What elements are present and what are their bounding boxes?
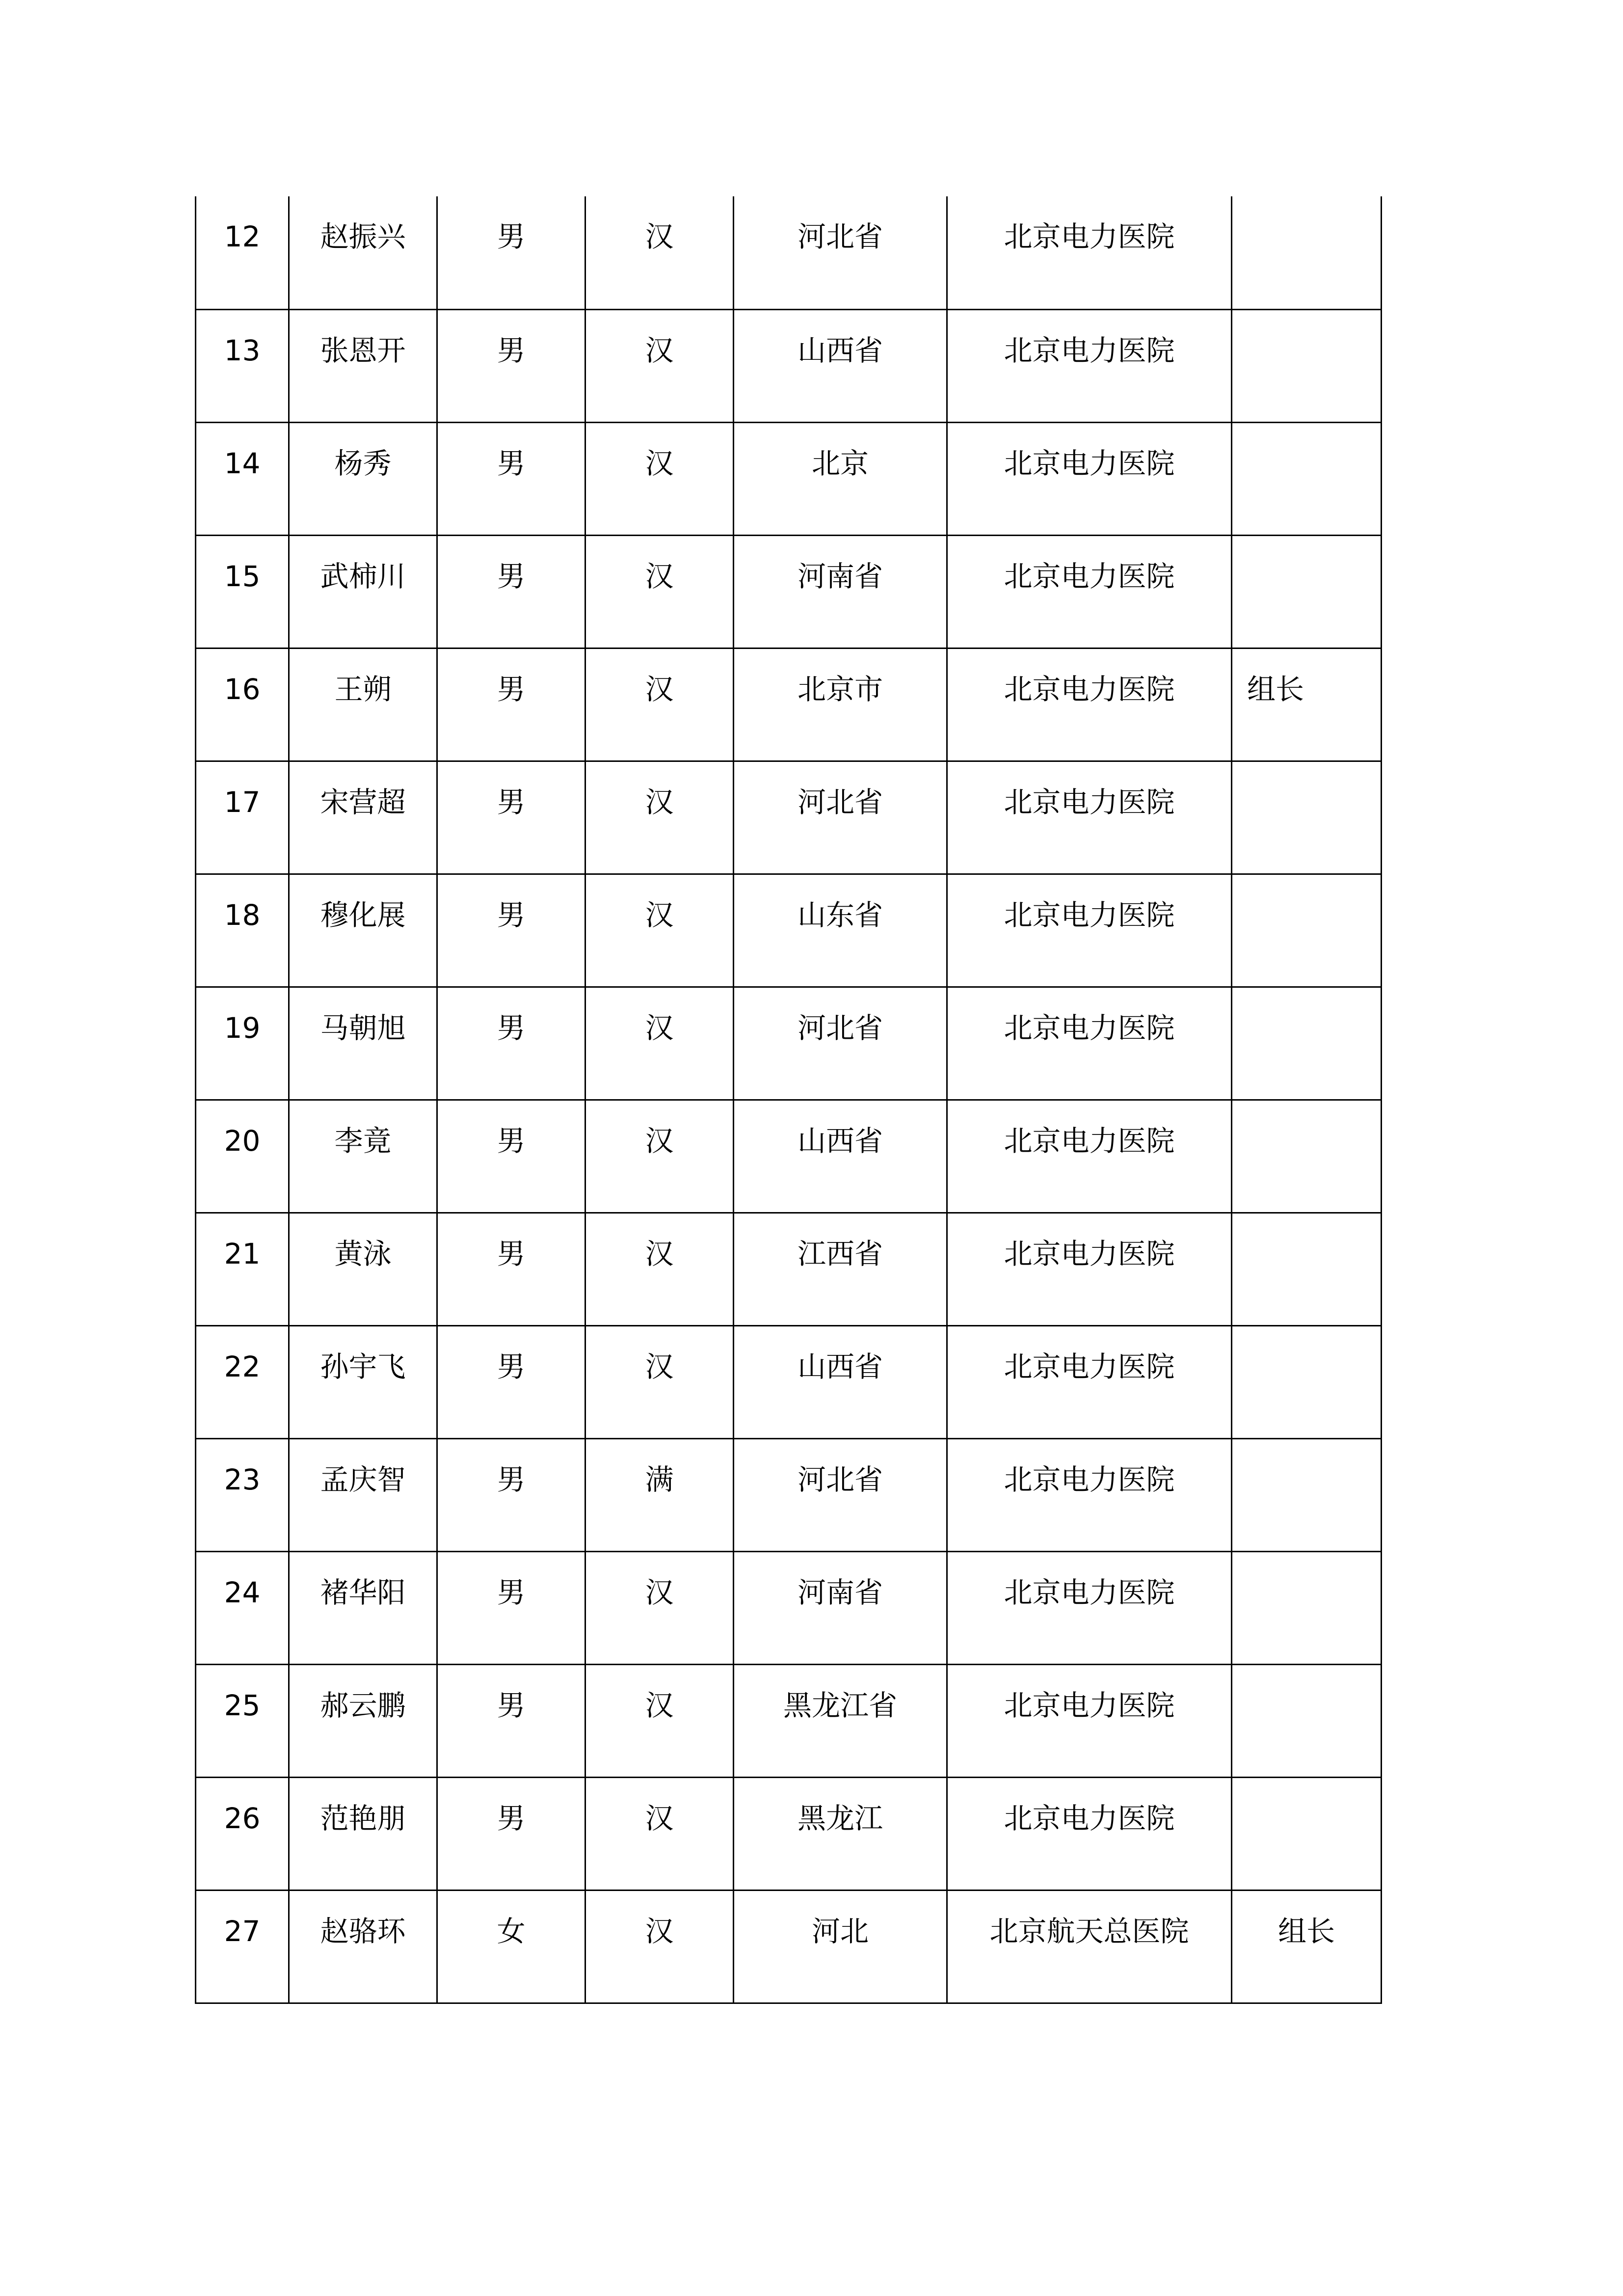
name-cell: 李竟 — [289, 1100, 437, 1213]
table-row — [196, 987, 1382, 1100]
native-place-cell: 河北 — [734, 1890, 947, 2003]
note-cell — [1232, 1100, 1382, 1213]
table-row — [196, 1664, 1382, 1777]
note-cell: 组长 — [1232, 648, 1382, 761]
table-row — [196, 1213, 1382, 1325]
name-cell: 范艳朋 — [289, 1777, 437, 1890]
name-cell: 武柿川 — [289, 535, 437, 648]
row-number-cell: 27 — [196, 1890, 289, 2003]
workplace-cell: 北京电力医院 — [947, 1777, 1232, 1890]
table-row — [196, 1325, 1382, 1438]
ethnicity-cell: 汉 — [585, 422, 734, 535]
gender-cell: 男 — [437, 309, 585, 422]
native-place-cell: 山西省 — [734, 309, 947, 422]
table-row — [196, 309, 1382, 422]
gender-cell: 男 — [437, 987, 585, 1100]
native-place-cell: 黑龙江 — [734, 1777, 947, 1890]
note-cell — [1232, 1551, 1382, 1664]
note-cell — [1232, 874, 1382, 987]
note-cell — [1232, 761, 1382, 874]
native-place-cell: 北京 — [734, 422, 947, 535]
name-cell: 郝云鹏 — [289, 1664, 437, 1777]
workplace-cell: 北京电力医院 — [947, 422, 1232, 535]
note-cell — [1232, 196, 1382, 309]
table-row — [196, 761, 1382, 874]
note-cell — [1232, 1213, 1382, 1325]
table-row — [196, 1551, 1382, 1664]
ethnicity-cell: 汉 — [585, 1664, 734, 1777]
ethnicity-cell: 汉 — [585, 874, 734, 987]
ethnicity-cell: 汉 — [585, 1551, 734, 1664]
native-place-cell: 山东省 — [734, 874, 947, 987]
native-place-cell: 山西省 — [734, 1100, 947, 1213]
gender-cell: 男 — [437, 1664, 585, 1777]
gender-cell: 男 — [437, 422, 585, 535]
row-number-cell: 25 — [196, 1664, 289, 1777]
row-number-cell: 15 — [196, 535, 289, 648]
name-cell: 褚华阳 — [289, 1551, 437, 1664]
workplace-cell: 北京电力医院 — [947, 535, 1232, 648]
gender-cell: 男 — [437, 761, 585, 874]
note-cell — [1232, 1438, 1382, 1551]
table-row — [196, 422, 1382, 535]
name-cell: 孙宇飞 — [289, 1325, 437, 1438]
row-number-cell: 16 — [196, 648, 289, 761]
gender-cell: 男 — [437, 196, 585, 309]
note-cell — [1232, 1325, 1382, 1438]
native-place-cell: 河北省 — [734, 987, 947, 1100]
name-cell: 赵骆环 — [289, 1890, 437, 2003]
workplace-cell: 北京电力医院 — [947, 309, 1232, 422]
ethnicity-cell: 汉 — [585, 1213, 734, 1325]
native-place-cell: 黑龙江省 — [734, 1664, 947, 1777]
ethnicity-cell: 汉 — [585, 761, 734, 874]
roster-table — [195, 196, 1382, 2004]
table-row — [196, 648, 1382, 761]
workplace-cell: 北京电力医院 — [947, 1551, 1232, 1664]
native-place-cell: 河南省 — [734, 535, 947, 648]
workplace-cell: 北京电力医院 — [947, 1664, 1232, 1777]
workplace-cell: 北京电力医院 — [947, 1100, 1232, 1213]
ethnicity-cell: 汉 — [585, 1777, 734, 1890]
row-number-cell: 13 — [196, 309, 289, 422]
note-cell — [1232, 535, 1382, 648]
gender-cell: 女 — [437, 1890, 585, 2003]
name-cell: 穆化展 — [289, 874, 437, 987]
row-number-cell: 22 — [196, 1325, 289, 1438]
row-number-cell: 26 — [196, 1777, 289, 1890]
workplace-cell: 北京电力医院 — [947, 648, 1232, 761]
name-cell: 孟庆智 — [289, 1438, 437, 1551]
ethnicity-cell: 汉 — [585, 1325, 734, 1438]
workplace-cell: 北京电力医院 — [947, 196, 1232, 309]
native-place-cell: 河北省 — [734, 1438, 947, 1551]
ethnicity-cell: 汉 — [585, 196, 734, 309]
workplace-cell: 北京电力医院 — [947, 1438, 1232, 1551]
ethnicity-cell: 满 — [585, 1438, 734, 1551]
table-row — [196, 535, 1382, 648]
table-row — [196, 874, 1382, 987]
gender-cell: 男 — [437, 1777, 585, 1890]
note-cell — [1232, 1777, 1382, 1890]
note-cell — [1232, 422, 1382, 535]
ethnicity-cell: 汉 — [585, 535, 734, 648]
table-row — [196, 1890, 1382, 2003]
gender-cell: 男 — [437, 1213, 585, 1325]
native-place-cell: 河南省 — [734, 1551, 947, 1664]
note-cell: 组长 — [1232, 1890, 1382, 2003]
name-cell: 张恩开 — [289, 309, 437, 422]
workplace-cell: 北京电力医院 — [947, 1213, 1232, 1325]
ethnicity-cell: 汉 — [585, 1890, 734, 2003]
gender-cell: 男 — [437, 1551, 585, 1664]
workplace-cell: 北京航天总医院 — [947, 1890, 1232, 2003]
row-number-cell: 19 — [196, 987, 289, 1100]
gender-cell: 男 — [437, 648, 585, 761]
gender-cell: 男 — [437, 535, 585, 648]
gender-cell: 男 — [437, 1325, 585, 1438]
name-cell: 宋营超 — [289, 761, 437, 874]
name-cell: 马朝旭 — [289, 987, 437, 1100]
row-number-cell: 20 — [196, 1100, 289, 1213]
name-cell: 赵振兴 — [289, 196, 437, 309]
native-place-cell: 河北省 — [734, 196, 947, 309]
row-number-cell: 24 — [196, 1551, 289, 1664]
workplace-cell: 北京电力医院 — [947, 1325, 1232, 1438]
gender-cell: 男 — [437, 1100, 585, 1213]
name-cell: 王朔 — [289, 648, 437, 761]
note-cell — [1232, 309, 1382, 422]
gender-cell: 男 — [437, 874, 585, 987]
name-cell: 黄泳 — [289, 1213, 437, 1325]
native-place-cell: 江西省 — [734, 1213, 947, 1325]
row-number-cell: 17 — [196, 761, 289, 874]
table-row — [196, 196, 1382, 309]
native-place-cell: 山西省 — [734, 1325, 947, 1438]
row-number-cell: 12 — [196, 196, 289, 309]
native-place-cell: 河北省 — [734, 761, 947, 874]
row-number-cell: 18 — [196, 874, 289, 987]
native-place-cell: 北京市 — [734, 648, 947, 761]
ethnicity-cell: 汉 — [585, 1100, 734, 1213]
table-row — [196, 1438, 1382, 1551]
row-number-cell: 23 — [196, 1438, 289, 1551]
gender-cell: 男 — [437, 1438, 585, 1551]
table-row — [196, 1100, 1382, 1213]
workplace-cell: 北京电力医院 — [947, 987, 1232, 1100]
ethnicity-cell: 汉 — [585, 987, 734, 1100]
ethnicity-cell: 汉 — [585, 648, 734, 761]
table-row — [196, 1777, 1382, 1890]
row-number-cell: 21 — [196, 1213, 289, 1325]
name-cell: 杨秀 — [289, 422, 437, 535]
workplace-cell: 北京电力医院 — [947, 761, 1232, 874]
ethnicity-cell: 汉 — [585, 309, 734, 422]
roster-body — [196, 196, 1382, 2003]
workplace-cell: 北京电力医院 — [947, 874, 1232, 987]
row-number-cell: 14 — [196, 422, 289, 535]
note-cell — [1232, 987, 1382, 1100]
note-cell — [1232, 1664, 1382, 1777]
